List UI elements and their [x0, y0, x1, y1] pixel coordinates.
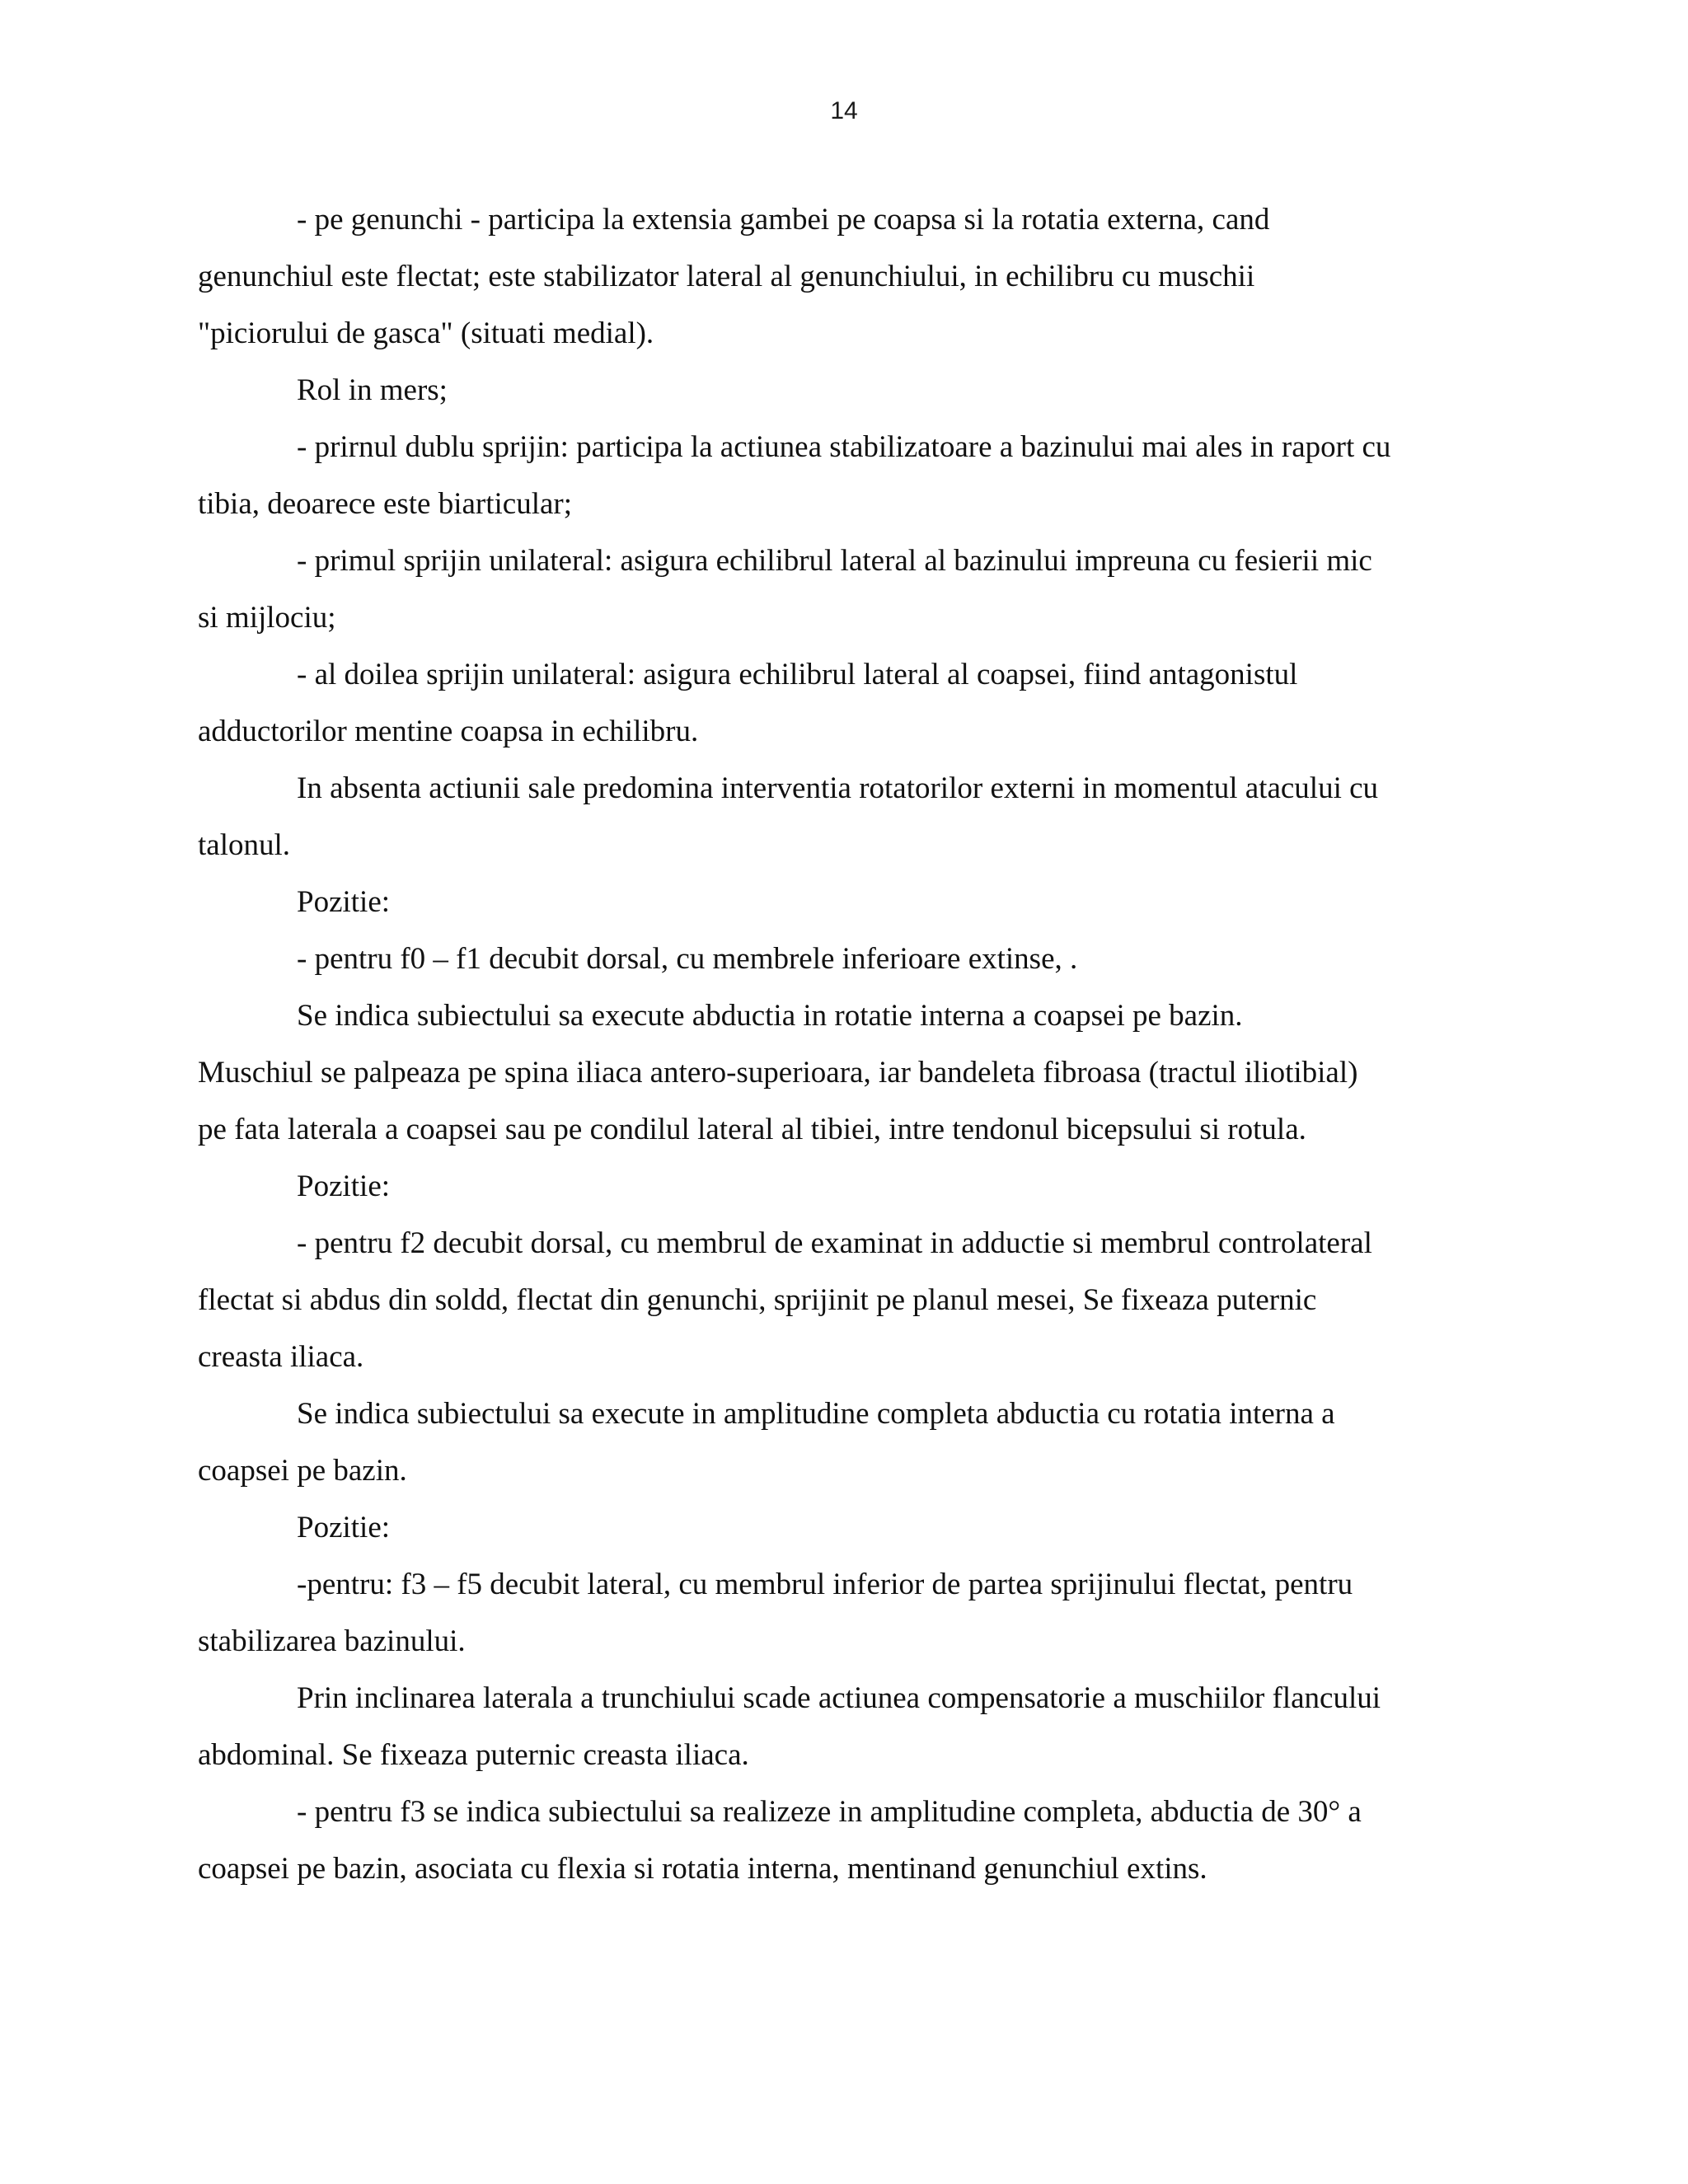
text-line: Prin inclinarea laterala a trunchiului scade actiunea compensatorie a muschiilor flancului — [297, 1681, 1381, 1715]
text-line: In absenta actiunii sale predomina interventia rotatorilor externi in momentul atacului cu — [297, 771, 1379, 805]
text-line: pe fata laterala a coapsei sau pe condilul lateral al tibiei, intre tendonul bicepsului si rotula. — [198, 1113, 1306, 1146]
text-line: coapsei pe bazin. — [198, 1454, 407, 1488]
text-line: Pozitie: — [297, 885, 391, 919]
text-line: Muschiul se palpeaza pe spina iliaca antero-superioara, iar bandeleta fibroasa (tractul iliotibial) — [198, 1056, 1358, 1090]
text-line: -pentru: f3 – f5 decubit lateral, cu membrul inferior de partea sprijinului flectat, pentru — [297, 1568, 1353, 1601]
text-line: stabilizarea bazinului. — [198, 1624, 466, 1658]
text-line: - primul sprijin unilateral: asigura echilibrul lateral al bazinului impreuna cu fesierii mic — [297, 544, 1372, 578]
text-line: genunchiul este flectat; este stabilizator lateral al genunchiului, in echilibru cu muschii — [198, 260, 1255, 293]
text-line: - prirnul dublu sprijin: participa la actiunea stabilizatoare a bazinului mai ales in raport cu — [297, 430, 1391, 464]
text-line: Pozitie: — [297, 1511, 391, 1544]
text-line: - al doilea sprijin unilateral: asigura echilibrul lateral al coapsei, fiind antagonistul — [297, 658, 1298, 691]
text-line: - pentru f2 decubit dorsal, cu membrul de examinat in adductie si membrul controlateral — [297, 1226, 1372, 1260]
text-line: talonul. — [198, 828, 291, 862]
text-line: Rol in mers; — [297, 373, 448, 407]
text-line: creasta iliaca. — [198, 1340, 364, 1374]
text-line: coapsei pe bazin, asociata cu flexia si rotatia interna, mentinand genunchiul extins. — [198, 1852, 1207, 1886]
text-line: - pentru f0 – f1 decubit dorsal, cu membrele inferioare extinse, . — [297, 942, 1078, 976]
text-line: - pe genunchi - participa la extensia gambei pe coapsa si la rotatia externa, cand — [297, 203, 1270, 237]
text-line: adductorilor mentine coapsa in echilibru. — [198, 715, 699, 748]
text-line: Pozitie: — [297, 1169, 391, 1203]
text-line: abdominal. Se fixeaza puternic creasta iliaca. — [198, 1738, 749, 1772]
page-number: 14 — [830, 97, 858, 124]
text-line: si mijlociu; — [198, 601, 336, 635]
text-line: flectat si abdus din soldd, flectat din genunchi, sprijinit pe planul mesei, Se fixeaza puternic — [198, 1283, 1317, 1317]
document-body — [198, 191, 1500, 1897]
text-line: "piciorului de gasca" (situati medial). — [198, 316, 654, 350]
text-line: tibia, deoarece este biarticular; — [198, 487, 573, 521]
text-line: Se indica subiectului sa execute abductia in rotatie interna a coapsei pe bazin. — [297, 999, 1243, 1033]
text-line: - pentru f3 se indica subiectului sa realizeze in amplitudine completa, abductia de 30° a — [297, 1795, 1362, 1829]
text-line: Se indica subiectului sa execute in amplitudine completa abductia cu rotatia interna a — [297, 1397, 1335, 1431]
